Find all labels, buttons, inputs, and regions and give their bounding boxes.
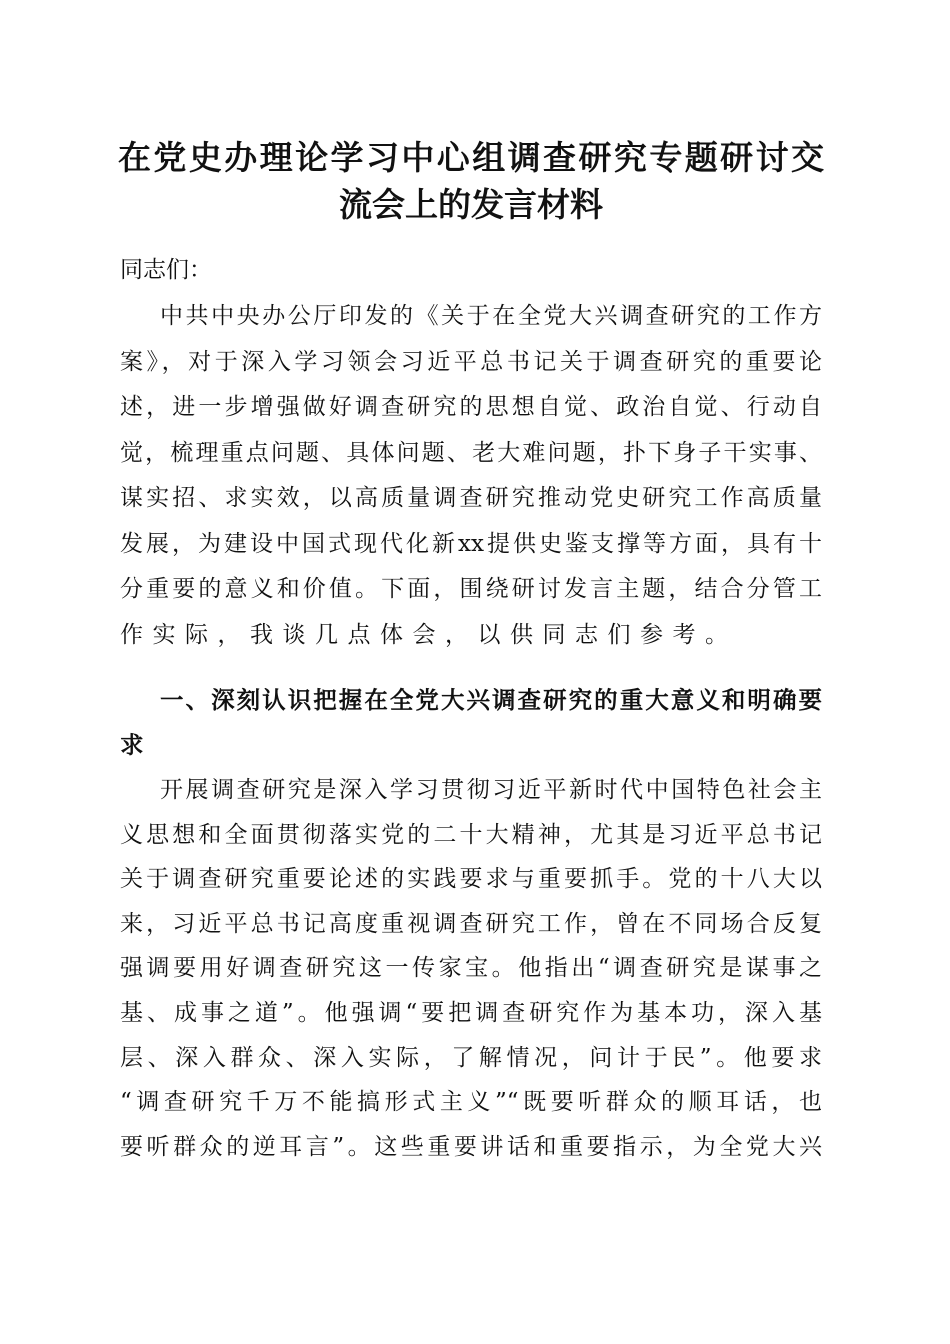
text-line: 义思想和全面贯彻落实党的二十大精神，尤其是习近平总书记 [120,821,822,848]
salutation-block [120,248,822,293]
text-line: 觉，梳理重点问题、具体问题、老大难问题，扑下身子干实事、 [120,439,822,466]
title-line: 流会上的发言材料 [339,185,603,224]
text-line: 案》，对于深入学习领会习近平总书记关于调查研究的重要论 [120,348,822,375]
text-line: “调查研究千万不能搞形式主义”“既要听群众的顺耳话，也 [120,1089,822,1116]
text-line: 关于调查研究重要论述的实践要求与重要抓手。党的十八大以 [120,866,822,893]
text-line: 层、深入群众、深入实际，了解情况，问计于民”。他要求 [120,1044,822,1071]
document-title [118,134,824,228]
text-line: 述，进一步增强做好调查研究的思想自觉、政治自觉、行动自 [120,394,822,420]
paragraph-section-1 [120,768,822,1169]
text-line: 中共中央办公厅印发的《关于在全党大兴调查研究的工作方 [160,303,822,329]
text-line: 分重要的意义和价值。下面，围绕研讨发言主题，结合分管工 [120,576,822,602]
text-line: 求 [120,731,153,759]
text-line: 强调要用好调查研究这一传家宝。他指出“调查研究是谋事之 [120,955,822,982]
text-line: 来，习近平总书记高度重视调查研究工作，曾在不同场合反复 [120,910,822,937]
text-line: 作实际，我谈几点体会，以供同志们参考。 [120,621,738,648]
paragraph-intro [120,294,822,658]
text-line: 要听群众的逆耳言”。这些重要讲话和重要指示，为全党大兴 [120,1133,822,1160]
text-line: 发展，为建设中国式现代化新xx提供史鉴支撑等方面，具有十 [120,530,822,557]
text-line: 开展调查研究是深入学习贯彻习近平新时代中国特色社会主 [160,777,822,803]
salutation: 同志们： [120,257,212,283]
text-line: 基、成事之道”。他强调“要把调查研究作为基本功，深入基 [120,999,822,1026]
title-line: 在党史办理论学习中心组调查研究专题研讨交 [118,138,824,177]
section-heading-1 [120,678,822,768]
text-line: 谋实招、求实效，以高质量调查研究推动党史研究工作高质量 [120,485,822,511]
text-line: 一、深刻认识把握在全党大兴调查研究的重大意义和明确要 [160,686,822,714]
